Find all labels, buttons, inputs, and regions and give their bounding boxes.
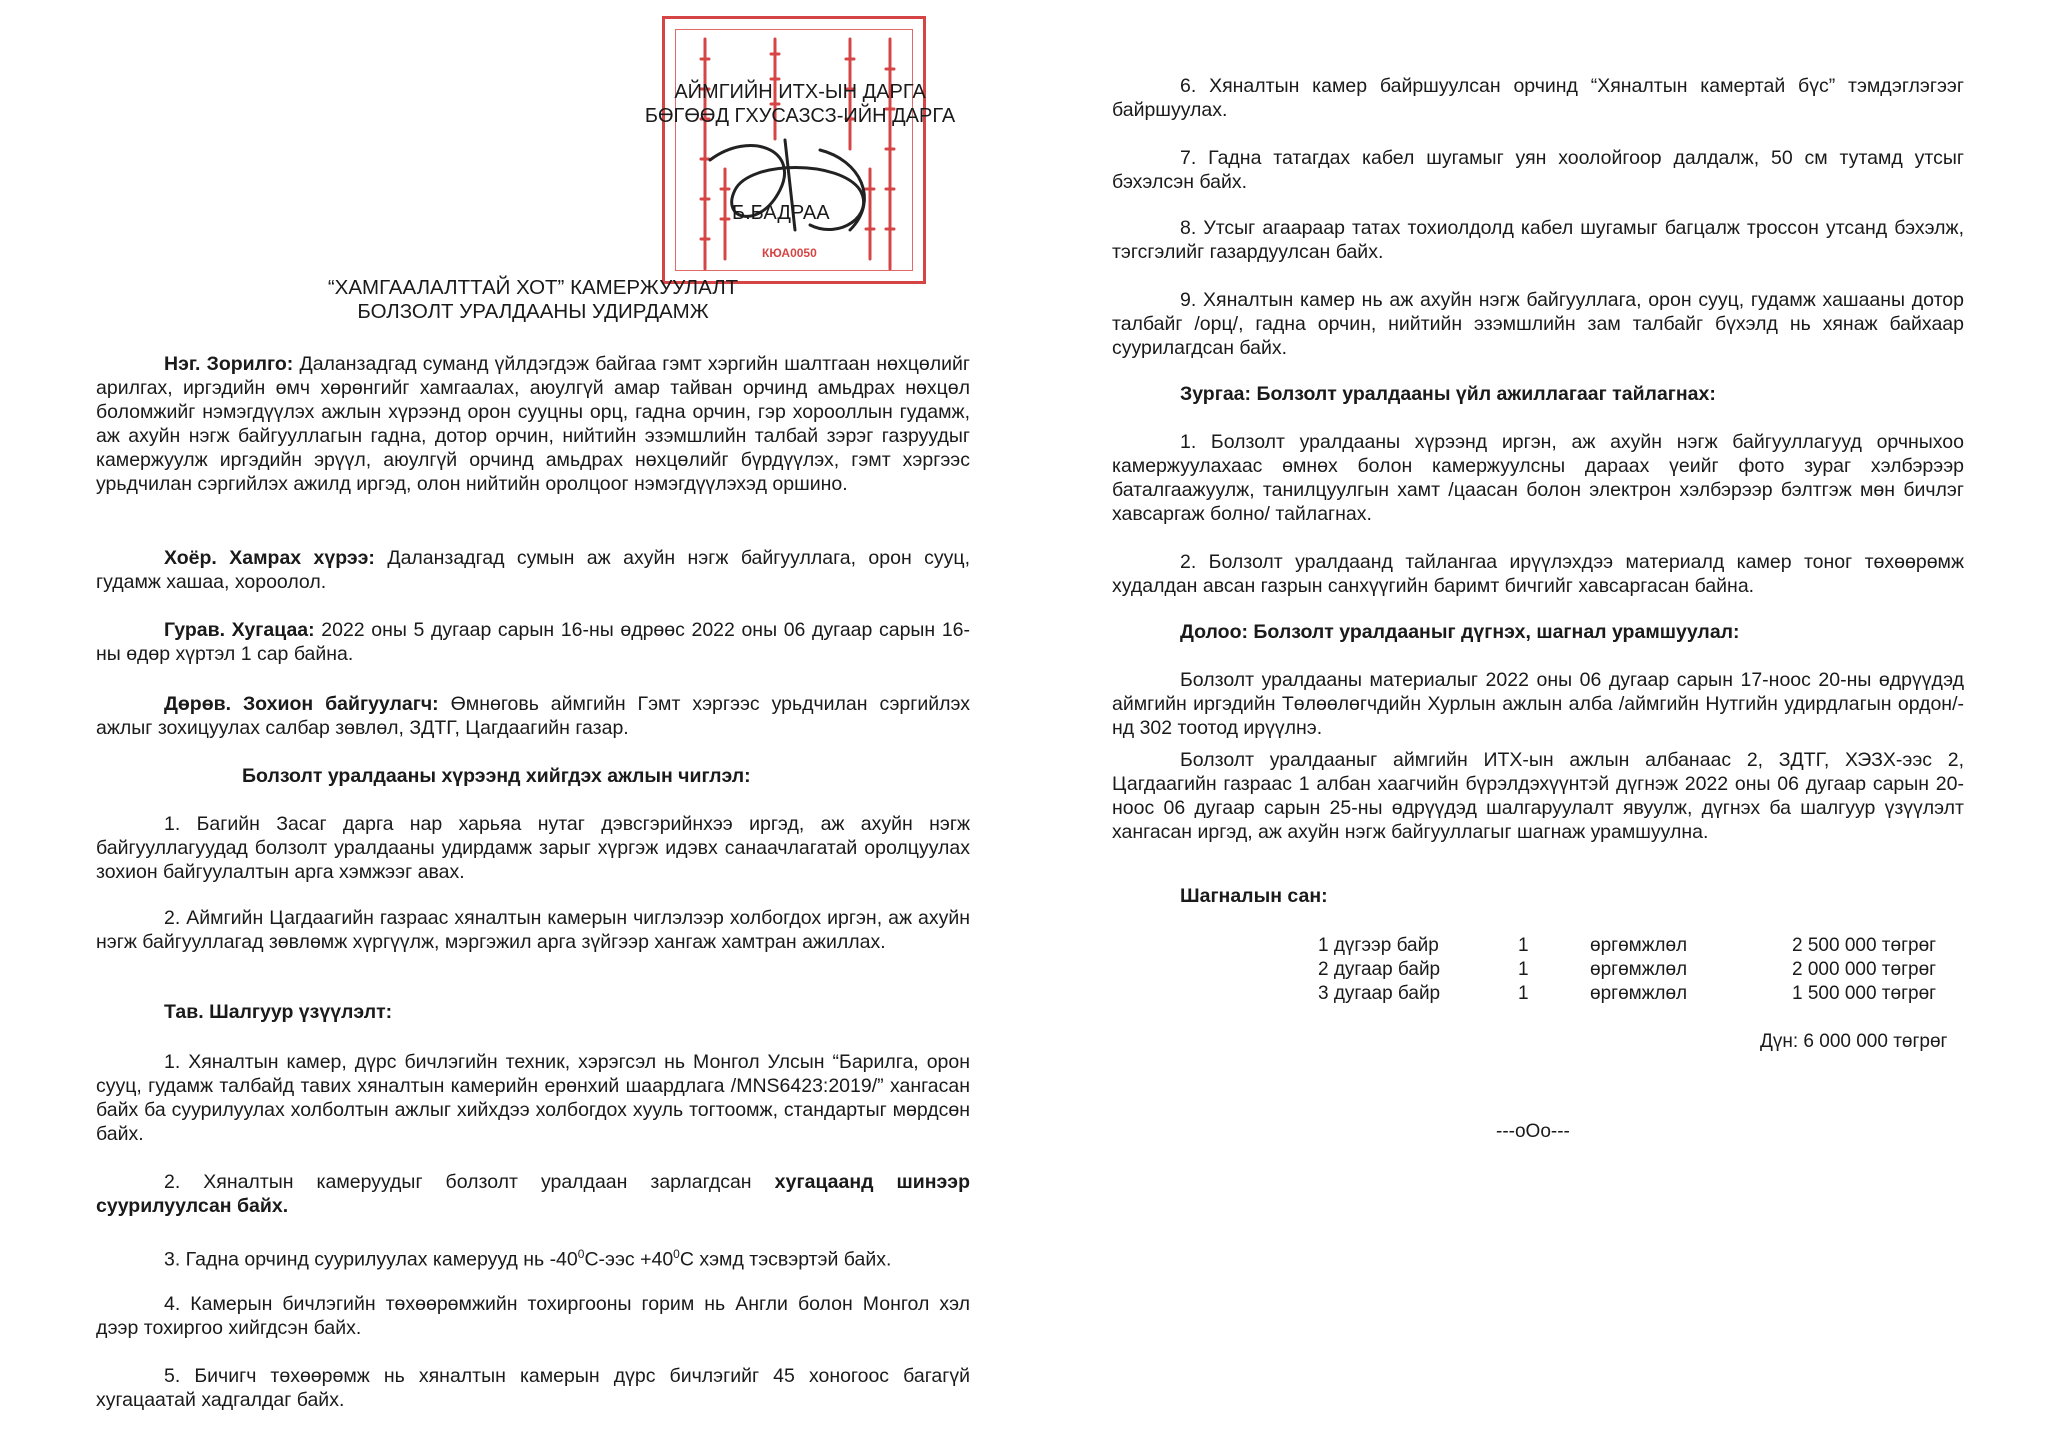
direction-item-1 bbox=[96, 812, 970, 884]
organizer-text: Өмнөговь аймгийн Гэмт хэргээс урьдчилан сэргийлэх ажлыг зохицуулах салбар зөвлөл, ЗДТГ, Цагдаагийн газар. bbox=[96, 693, 971, 739]
prize-amount: 2 500 000 төгрөг bbox=[1792, 935, 1937, 956]
section-scope bbox=[96, 546, 970, 594]
direction-item-1-text: 1. Багийн Засаг дарга нар харьяа нутаг дэвсгэрийнхээ иргэд, аж ахуйн нэгж байгууллагуудад болзолт уралдааны удирдамж зарыг хүргэж идэвх санаачлагатай оролцуулах зохион байгуулалтын арга хэмжээг авах. bbox=[96, 813, 970, 883]
criteria-item-9 bbox=[1112, 288, 1964, 360]
scope-text: Даланзадгад сумын аж ахуйн нэгж байгууллага, орон сууц, гудамж хашаа, хороолол. bbox=[96, 547, 970, 593]
degree-sup-1: 0 bbox=[577, 1247, 585, 1261]
prize-place: 2 дугаар байр bbox=[1318, 959, 1441, 980]
evaluation-heading: Долоо: Болзолт уралдааныг дүгнэх, шагнал урамшуулал: bbox=[1180, 621, 1740, 643]
section-organizer bbox=[96, 692, 970, 740]
evaluation-para-2 bbox=[1112, 748, 1964, 844]
criteria-item-7 bbox=[1112, 146, 1964, 194]
criteria-item-2-text: 2. Хяналтын камеруудыг болзолт уралдаан зарлагдсан bbox=[164, 1171, 775, 1193]
reporting-item-1-text: 1. Болзолт уралдааны хүрээнд иргэн, аж ахуйн нэгж байгууллагууд орчныхоо камержуулахаас өмнөх болон камержуулсны дараах үеийг фото зураг хэлбэрээр баталгаажуулж, танилцуулгын хамт /цаасан болон электрон хэлбэрээр бэлтгэж мөн бичлэг хавсаргаж болно/ тайлагнах. bbox=[1112, 431, 1964, 525]
criteria-item-6-text: 6. Хяналтын камер байршуулсан орчинд “Хяналтын камертай бүс” тэмдэглэгээг байршуулах. bbox=[1112, 75, 1964, 121]
organizer-heading: Дөрөв. Зохион байгуулагч: bbox=[164, 693, 439, 715]
end-mark: ---oOo--- bbox=[1496, 1121, 1570, 1142]
scope-heading: Хоёр. Хамрах хүрээ: bbox=[164, 547, 375, 569]
signer-name: Б.БАДРАА bbox=[732, 202, 830, 224]
goal-heading: Нэг. Зорилго: bbox=[164, 353, 294, 375]
signer-title-line1: АЙМГИЙН ИТХ-ЫН ДАРГА bbox=[674, 81, 926, 103]
criteria-item-7-text: 7. Гадна татагдах кабел шугамыг уян хоолойгоор далдалж, 50 см тутамд утсыг бэхэлсэн байх. bbox=[1112, 147, 1964, 193]
section-criteria bbox=[96, 1000, 970, 1024]
evaluation-para-1 bbox=[1112, 668, 1964, 740]
doc-title-line1: “ХАМГААЛАЛТТАЙ ХОТ” КАМЕРЖУУЛАЛТ bbox=[327, 276, 739, 299]
section-reporting bbox=[1112, 382, 1964, 406]
prize-amount: 2 000 000 төгрөг bbox=[1792, 959, 1937, 980]
stamp-code: КЮА0050 bbox=[762, 246, 817, 260]
prize-unit: өргөмжлөл bbox=[1590, 935, 1688, 956]
criteria-item-3-part-a: 3. Гадна орчинд суурилуулах камерууд нь -40 bbox=[164, 1248, 578, 1271]
criteria-item-3 bbox=[96, 1242, 970, 1272]
criteria-item-4 bbox=[96, 1292, 970, 1340]
criteria-item-5-text: 5. Бичигч төхөөрөмж нь хяналтын камерын дүрс бичлэгийг 45 хоногоос багагүй хугацаатай хадгалдаг байх. bbox=[96, 1365, 970, 1411]
section-directions bbox=[96, 764, 970, 788]
prize-fund bbox=[1112, 884, 1964, 908]
criteria-item-8-text: 8. Утсыг агаараар татах тохиолдолд кабел шугамыг багцалж троссон утсанд бэхэлж, тэгсгэлийг газардуулсан байх. bbox=[1112, 217, 1964, 263]
handwritten-signature-icon bbox=[690, 120, 910, 260]
direction-item-2-text: 2. Аймгийн Цагдаагийн газраас хяналтын камерын чиглэлээр холбогдох иргэн, аж ахуйн нэгж байгууллагад зөвлөмж хүргүүлж, мэргэжил арга зүйгээр хангаж хамтран ажиллах. bbox=[96, 907, 970, 953]
criteria-item-1-text: 1. Хяналтын камер, дүрс бичлэгийн техник, хэрэгсэл нь Монгол Улсын “Барилга, орон сууц, гудамж талбайд тавих хяналтын камерийн ерөнхий шаардлага /MNS6423:2019/” хангасан байх ба суурилуулах холболтын ажлыг хийхдээ холбогдох хууль тогтоомж, стандартыг мөрдсөн байх. bbox=[96, 1051, 970, 1145]
direction-item-2 bbox=[96, 906, 970, 954]
criteria-item-3-part-b: С-ээс +40 bbox=[584, 1248, 674, 1271]
reporting-item-1 bbox=[1112, 430, 1964, 526]
document-title bbox=[96, 276, 970, 324]
criteria-item-9-text: 9. Хяналтын камер нь аж ахуйн нэгж байгууллага, орон сууц, гудамж хашааны дотор талбайг /орц/, гадна орчин, нийтийн эзэмшлийн зам талбайг бүхэлд нь хянаж байхаар суурилагдсан байх. bbox=[1112, 289, 1964, 359]
evaluation-para-2-text: Болзолт уралдааныг аймгийн ИТХ-ын ажлын албанаас 2, ЗДТГ, ХЭЗХ-ээс 2, Цагдаагийн газраас 1 албан хаагчийн бүрэлдэхүүнтэй дүгнэж 2022 оны 06 дугаар сарын 20-ноос 06 дугаар сарын 25-ны өдрүүдэд шалгаруулалт явуулж, дүгнэх ба шалгуур үзүүлэлт хангасан иргэд, аж ахуйн нэгж байгууллагыг шагнаж урамшуулна. bbox=[1112, 749, 1964, 843]
duration-heading: Гурав. Хугацаа: bbox=[164, 619, 315, 641]
prize-unit: өргөмжлөл bbox=[1590, 983, 1688, 1004]
criteria-item-3-part-c: С хэмд тэсвэртэй байх. bbox=[679, 1248, 892, 1271]
prize-fund-heading: Шагналын сан: bbox=[1180, 885, 1328, 907]
reporting-item-2 bbox=[1112, 550, 1964, 598]
criteria-item-4-text: 4. Камерын бичлэгийн төхөөрөмжийн тохиргооны горим нь Англи болон Монгол хэл дээр тохиргоо хийгдсэн байх. bbox=[96, 1293, 970, 1339]
prize-place: 3 дугаар байр bbox=[1318, 983, 1441, 1004]
reporting-heading: Зургаа: Болзолт уралдааны үйл ажиллагааг тайлагнах: bbox=[1180, 383, 1716, 405]
duration-text: 2022 оны 5 дугаар сарын 16-ны өдрөөс 2022 оны 06 дугаар сарын 16-ны өдөр хүртэл 1 сар байна. bbox=[96, 619, 970, 665]
prize-place: 1 дүгээр байр bbox=[1318, 935, 1439, 956]
degree-sup-2: 0 bbox=[673, 1247, 680, 1261]
criteria-item-2 bbox=[96, 1170, 970, 1218]
criteria-heading: Тав. Шалгуур үзүүлэлт: bbox=[164, 1001, 393, 1023]
evaluation-para-1-text: Болзолт уралдааны материалыг 2022 оны 06 дугаар сарын 17-ноос 20-ны өдрүүдэд аймгийн иргэдийн Төлөөлөгчдийн Хурлын ажлын алба /аймгийн Нутгийн удирдлагын ордон/-нд 302 тоотод ирүүлнэ. bbox=[1112, 669, 1964, 739]
signer-title-line2: БӨГӨӨД ГХУСАЗСЗ-ИЙН ДАРГА bbox=[644, 105, 956, 127]
prize-unit: өргөмжлөл bbox=[1590, 959, 1688, 980]
prize-amount: 1 500 000 төгрөг bbox=[1792, 983, 1937, 1004]
section-duration bbox=[96, 618, 970, 666]
directions-heading: Болзолт уралдааны хүрээнд хийгдэх ажлын чиглэл: bbox=[242, 765, 751, 787]
section-goal bbox=[96, 352, 970, 496]
reporting-item-2-text: 2. Болзолт уралдаанд тайлангаа ирүүлэхдээ материалд камер тоног төхөөрөмж худалдан авсан газрын санхүүгийн баримт бичгийг хавсаргасан байна. bbox=[1112, 551, 1964, 597]
criteria-item-2-bold: хугацаанд шинээр суурилуулсан байх. bbox=[96, 1171, 970, 1217]
goal-text: Даланзадгад суманд үйлдэгдэж байгаа гэмт хэргийн шалтгаан нөхцөлийг арилгах, иргэдийн өмч хөрөнгийг хамгаалах, аюулгүй амар тайван орчинд амьдрах нөхцөл боломжийг нэмэгдүүлэх ажлын хүрээнд орон сууцны орц, гадна орчин, гэр хорооллын гудамж, аж ахуйн нэгж байгууллагын гадна, дотор орчин, нийтийн эзэмшлийн талбай зэрэг газруудыг камержуулж иргэдийн эрүүл, аюулгүй орчинд амьдрах нөхцөлийг бүрдүүлэх, гэмт хэргээс урьдчилан сэргийлэх ажилд иргэд, олон нийтийн оролцоог нэмэгдүүлэхэд оршино. bbox=[96, 353, 970, 495]
criteria-item-8 bbox=[1112, 216, 1964, 264]
doc-title-line2: БОЛЗОЛТ УРАЛДААНЫ УДИРДАМЖ bbox=[357, 300, 709, 323]
section-evaluation bbox=[1112, 620, 1964, 644]
criteria-item-5 bbox=[96, 1364, 970, 1412]
prize-count: 1 bbox=[1518, 959, 1529, 980]
prize-count: 1 bbox=[1518, 935, 1529, 956]
criteria-item-1 bbox=[96, 1050, 970, 1146]
criteria-item-6 bbox=[1112, 74, 1964, 122]
prize-total: Дүн: 6 000 000 төгрөг bbox=[1760, 1031, 1948, 1052]
prize-count: 1 bbox=[1518, 983, 1529, 1004]
